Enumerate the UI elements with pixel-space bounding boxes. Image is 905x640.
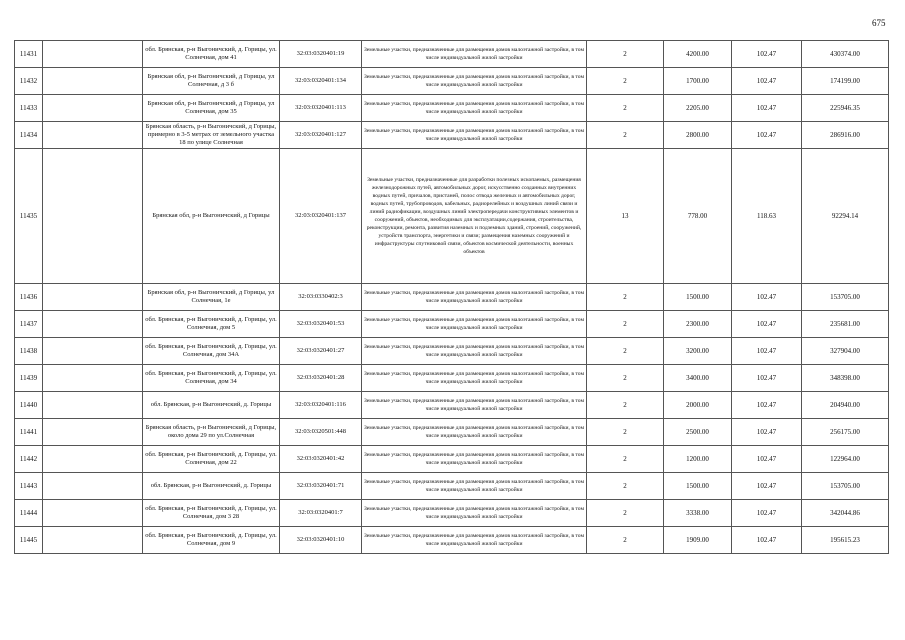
area-cell: 1200.00 — [664, 446, 732, 473]
specific-value-cell: 102.47 — [732, 41, 802, 68]
area-cell: 778.00 — [664, 149, 732, 284]
record-number: 11441 — [15, 419, 43, 446]
record-number: 11437 — [15, 311, 43, 338]
cadastral-value-cell: 348398.00 — [802, 365, 889, 392]
table-row — [15, 500, 889, 527]
address-cell: обл. Брянская, р-н Выгоничский, д. Горицы, ул. Солнечная, дом 22 — [143, 446, 280, 473]
cadastral-value-cell: 204940.00 — [802, 392, 889, 419]
land-purpose-cell: Земельные участки, предназначенные для размещения домов малоэтажной застройки, в том числе индивидуальной жилой застройки — [362, 122, 587, 149]
land-purpose-cell: Земельные участки, предназначенные для размещения домов малоэтажной застройки, в том числе индивидуальной жилой застройки — [362, 95, 587, 122]
address-cell: обл. Брянская, р-н Выгоничский, д. Горицы, ул. Солнечная, дом 9 — [143, 527, 280, 554]
blank-cell — [43, 365, 143, 392]
blank-cell — [43, 311, 143, 338]
record-number: 11445 — [15, 527, 43, 554]
table-row — [15, 68, 889, 95]
land-purpose-cell: Земельные участки, предназначенные для размещения домов малоэтажной застройки, в том числе индивидуальной жилой застройки — [362, 338, 587, 365]
group-code-cell: 2 — [587, 527, 664, 554]
address-cell: обл. Брянская, р-н Выгоничский, д. Горицы, ул. Солнечная, дом 34А — [143, 338, 280, 365]
address-cell: Брянская область, р-н Выгоничский, д Горицы, около дома 29 по ул.Солнечная — [143, 419, 280, 446]
group-code-cell: 2 — [587, 392, 664, 419]
record-number: 11434 — [15, 122, 43, 149]
specific-value-cell: 102.47 — [732, 446, 802, 473]
group-code-cell: 2 — [587, 500, 664, 527]
land-purpose-cell: Земельные участки, предназначенные для размещения домов малоэтажной застройки, в том числе индивидуальной жилой застройки — [362, 311, 587, 338]
blank-cell — [43, 122, 143, 149]
land-purpose-cell: Земельные участки, предназначенные для разработки полезных ископаемых, размещения железнодорожных путей, автомобильных дорог, искусственно созданных внутренних водных путей, причалов, пристаней, полос отвода железных и автомобильных дорог, водных путей, трубопроводов, кабельных, радиорелейных и воздушных линий связи и линий радиофикации, воздушных линий электропередачи конструктивных элементов и сооружений, объектов, необходимых для эксплуатации,содержания, строительства, реконструкции, ремонта, развития наземных и подземных зданий, строений, сооружений, устройств транспорта, энергетики и связи; размещения наземных сооружений и инфраструктуры спутниковой связи, объектов космической деятельности, военных объектов — [362, 149, 587, 284]
group-code-cell: 2 — [587, 419, 664, 446]
land-purpose-cell: Земельные участки, предназначенные для размещения домов малоэтажной застройки, в том числе индивидуальной жилой застройки — [362, 419, 587, 446]
blank-cell — [43, 41, 143, 68]
specific-value-cell: 102.47 — [732, 95, 802, 122]
table-row — [15, 365, 889, 392]
cadastral-value-cell: 286916.00 — [802, 122, 889, 149]
table-row — [15, 284, 889, 311]
specific-value-cell: 102.47 — [732, 311, 802, 338]
blank-cell — [43, 68, 143, 95]
record-number: 11435 — [15, 149, 43, 284]
area-cell: 1909.00 — [664, 527, 732, 554]
group-code-cell: 2 — [587, 284, 664, 311]
cadastral-number-cell: 32:03:0320401:113 — [280, 95, 362, 122]
table-row — [15, 446, 889, 473]
blank-cell — [43, 95, 143, 122]
cadastral-value-cell: 256175.00 — [802, 419, 889, 446]
table-row — [15, 392, 889, 419]
record-number: 11444 — [15, 500, 43, 527]
record-number: 11436 — [15, 284, 43, 311]
group-code-cell: 2 — [587, 68, 664, 95]
record-number: 11439 — [15, 365, 43, 392]
land-purpose-cell: Земельные участки, предназначенные для размещения домов малоэтажной застройки, в том числе индивидуальной жилой застройки — [362, 473, 587, 500]
land-purpose-cell: Земельные участки, предназначенные для размещения домов малоэтажной застройки, в том числе индивидуальной жилой застройки — [362, 392, 587, 419]
record-number: 11440 — [15, 392, 43, 419]
group-code-cell: 2 — [587, 473, 664, 500]
cadastral-number-cell: 32:03:0320401:71 — [280, 473, 362, 500]
specific-value-cell: 102.47 — [732, 500, 802, 527]
record-number: 11431 — [15, 41, 43, 68]
address-cell: обл. Брянская, р-н Выгоничский, д. Горицы — [143, 392, 280, 419]
area-cell: 3338.00 — [664, 500, 732, 527]
area-cell: 2800.00 — [664, 122, 732, 149]
specific-value-cell: 102.47 — [732, 365, 802, 392]
record-number: 11438 — [15, 338, 43, 365]
blank-cell — [43, 419, 143, 446]
blank-cell — [43, 284, 143, 311]
address-cell: Брянская обл, р-н Выгоничский, д Горицы, ул Солнечная, 1е — [143, 284, 280, 311]
table-row — [15, 419, 889, 446]
blank-cell — [43, 527, 143, 554]
cadastral-value-cell: 342044.86 — [802, 500, 889, 527]
area-cell: 2000.00 — [664, 392, 732, 419]
cadastral-number-cell: 32:03:0320401:10 — [280, 527, 362, 554]
cadastral-number-cell: 32:03:0320401:19 — [280, 41, 362, 68]
address-cell: Брянская область, р-н Выгоничский, д Горицы, примерно в 3-5 метрах от земельного участка 18 по улице Солнечная — [143, 122, 280, 149]
area-cell: 1500.00 — [664, 284, 732, 311]
group-code-cell: 2 — [587, 365, 664, 392]
address-cell: обл. Брянская, р-н Выгоничский, д. Горицы, ул. Солнечная, дом 3 28 — [143, 500, 280, 527]
blank-cell — [43, 446, 143, 473]
specific-value-cell: 102.47 — [732, 68, 802, 95]
area-cell: 3400.00 — [664, 365, 732, 392]
record-number: 11443 — [15, 473, 43, 500]
address-cell: обл. Брянская, р-н Выгоничский, д. Горицы — [143, 473, 280, 500]
blank-cell — [43, 500, 143, 527]
specific-value-cell: 102.47 — [732, 338, 802, 365]
address-cell: обл. Брянская, р-н Выгоничский, д. Горицы, ул. Солнечная, дом 34 — [143, 365, 280, 392]
specific-value-cell: 102.47 — [732, 473, 802, 500]
record-number: 11442 — [15, 446, 43, 473]
cadastral-value-cell: 327904.00 — [802, 338, 889, 365]
table-row — [15, 311, 889, 338]
table-row — [15, 338, 889, 365]
area-cell: 2500.00 — [664, 419, 732, 446]
blank-cell — [43, 338, 143, 365]
cadastral-value-cell: 174199.00 — [802, 68, 889, 95]
area-cell: 2205.00 — [664, 95, 732, 122]
cadastral-value-cell: 430374.00 — [802, 41, 889, 68]
group-code-cell: 13 — [587, 149, 664, 284]
area-cell: 3200.00 — [664, 338, 732, 365]
cadastral-value-cell: 235681.00 — [802, 311, 889, 338]
area-cell: 1500.00 — [664, 473, 732, 500]
address-cell: обл. Брянская, р-н Выгоничский, д. Горицы, ул. Солнечная, дом 5 — [143, 311, 280, 338]
specific-value-cell: 118.63 — [732, 149, 802, 284]
address-cell: обл. Брянская, р-н Выгоничский, д. Горицы, ул. Солнечная, дом 41 — [143, 41, 280, 68]
record-number: 11433 — [15, 95, 43, 122]
page-number: 675 — [872, 18, 886, 28]
group-code-cell: 2 — [587, 311, 664, 338]
cadastral-value-cell: 153705.00 — [802, 284, 889, 311]
specific-value-cell: 102.47 — [732, 419, 802, 446]
table-row — [15, 527, 889, 554]
cadastral-value-cell: 153705.00 — [802, 473, 889, 500]
address-cell: Брянская обл, р-н Выгоничский, д Горицы, ул Солнечная, дом 35 — [143, 95, 280, 122]
cadastral-number-cell: 32:03:0330402:3 — [280, 284, 362, 311]
address-cell: Брянская обл, р-н Выгоничский, д Горицы — [143, 149, 280, 284]
specific-value-cell: 102.47 — [732, 527, 802, 554]
address-cell: Брянская обл, р-н Выгоничский, д Горицы, ул Солнечная, д 3 б — [143, 68, 280, 95]
group-code-cell: 2 — [587, 95, 664, 122]
cadastral-number-cell: 32:03:0320401:134 — [280, 68, 362, 95]
table-row — [15, 95, 889, 122]
cadastral-value-cell: 92294.14 — [802, 149, 889, 284]
specific-value-cell: 102.47 — [732, 122, 802, 149]
group-code-cell: 2 — [587, 41, 664, 68]
cadastral-number-cell: 32:03:0320401:27 — [280, 338, 362, 365]
blank-cell — [43, 149, 143, 284]
land-purpose-cell: Земельные участки, предназначенные для размещения домов малоэтажной застройки, в том числе индивидуальной жилой застройки — [362, 68, 587, 95]
record-number: 11432 — [15, 68, 43, 95]
area-cell: 2300.00 — [664, 311, 732, 338]
land-purpose-cell: Земельные участки, предназначенные для размещения домов малоэтажной застройки, в том числе индивидуальной жилой застройки — [362, 500, 587, 527]
land-purpose-cell: Земельные участки, предназначенные для размещения домов малоэтажной застройки, в том числе индивидуальной жилой застройки — [362, 41, 587, 68]
table-row — [15, 122, 889, 149]
land-purpose-cell: Земельные участки, предназначенные для размещения домов малоэтажной застройки, в том числе индивидуальной жилой застройки — [362, 527, 587, 554]
cadastral-number-cell: 32:03:0320401:28 — [280, 365, 362, 392]
land-purpose-cell: Земельные участки, предназначенные для размещения домов малоэтажной застройки, в том числе индивидуальной жилой застройки — [362, 446, 587, 473]
specific-value-cell: 102.47 — [732, 284, 802, 311]
land-purpose-cell: Земельные участки, предназначенные для размещения домов малоэтажной застройки, в том числе индивидуальной жилой застройки — [362, 284, 587, 311]
blank-cell — [43, 392, 143, 419]
area-cell: 4200.00 — [664, 41, 732, 68]
cadastral-number-cell: 32:03:0320401:7 — [280, 500, 362, 527]
specific-value-cell: 102.47 — [732, 392, 802, 419]
blank-cell — [43, 473, 143, 500]
cadastral-value-table — [14, 40, 889, 554]
area-cell: 1700.00 — [664, 68, 732, 95]
cadastral-number-cell: 32:03:0320401:137 — [280, 149, 362, 284]
cadastral-value-cell: 195615.23 — [802, 527, 889, 554]
land-purpose-cell: Земельные участки, предназначенные для размещения домов малоэтажной застройки, в том числе индивидуальной жилой застройки — [362, 365, 587, 392]
cadastral-value-cell: 225946.35 — [802, 95, 889, 122]
cadastral-value-cell: 122964.00 — [802, 446, 889, 473]
cadastral-number-cell: 32:03:0320401:116 — [280, 392, 362, 419]
group-code-cell: 2 — [587, 122, 664, 149]
cadastral-number-cell: 32:03:0320501:448 — [280, 419, 362, 446]
cadastral-number-cell: 32:03:0320401:127 — [280, 122, 362, 149]
table-row — [15, 473, 889, 500]
group-code-cell: 2 — [587, 338, 664, 365]
table-row — [15, 41, 889, 68]
table-row — [15, 149, 889, 284]
group-code-cell: 2 — [587, 446, 664, 473]
cadastral-number-cell: 32:03:0320401:53 — [280, 311, 362, 338]
cadastral-number-cell: 32:03:0320401:42 — [280, 446, 362, 473]
